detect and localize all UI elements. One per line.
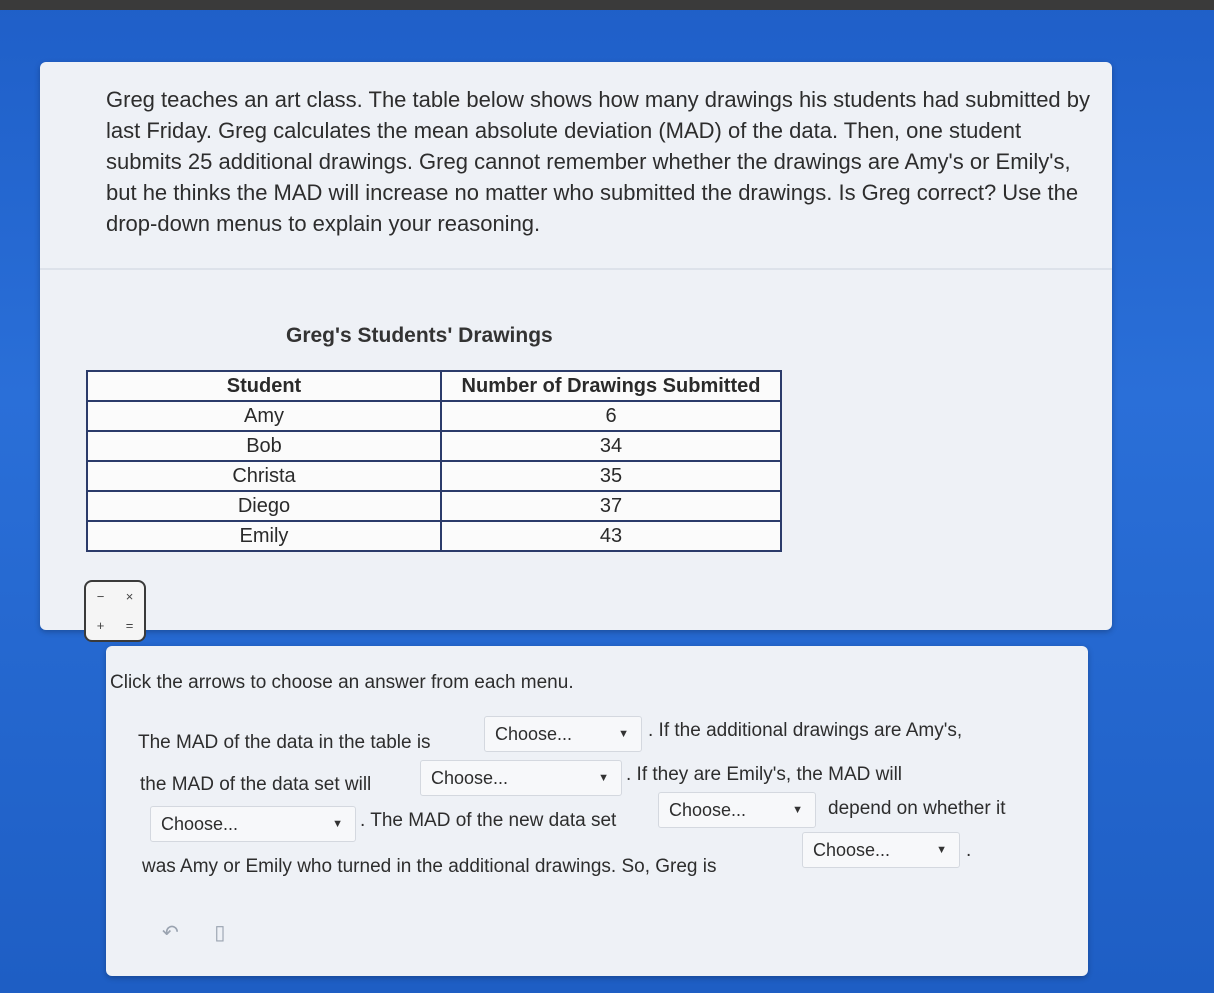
- undo-icon[interactable]: ↶: [162, 922, 179, 944]
- table-title: Greg's Students' Drawings: [286, 324, 553, 347]
- sentence-part: . The MAD of the new data set: [360, 810, 617, 831]
- cell-drawings: 34: [441, 431, 781, 461]
- dropdown-greg-correct[interactable]: [802, 832, 960, 868]
- question-panel: [40, 62, 1112, 633]
- minus-icon: −: [96, 589, 105, 604]
- screen-bezel: [0, 0, 1214, 10]
- table-header-row: [87, 371, 781, 401]
- equals-icon: =: [125, 618, 134, 633]
- dropdown-value: Choose...: [669, 800, 747, 820]
- dropdown-mad-value[interactable]: [484, 716, 642, 752]
- cell-student: Christa: [87, 461, 441, 491]
- cell-student: Amy: [87, 401, 441, 431]
- dropdown-value: Choose...: [431, 768, 509, 788]
- cell-drawings: 35: [441, 461, 781, 491]
- chevron-down-icon: ▼: [598, 772, 609, 784]
- chevron-down-icon: ▼: [936, 844, 947, 856]
- question-text: Greg teaches an art class. The table below shows how many drawings his students had submitted by last Friday. Greg calculates the mean absolute deviation (MAD) of the data. Then, one student submits 25 additional drawings. Greg cannot remember whether the drawings are Amy's or Emily's, but he thinks the MAD will increase no matter who submitted the drawings. Is Greg correct? Use the drop-down menus to explain your reasoning.: [106, 87, 1091, 236]
- cell-student: Bob: [87, 431, 441, 461]
- cell-student: Emily: [87, 521, 441, 551]
- dropdown-value: Choose...: [495, 724, 573, 744]
- cell-drawings: 37: [441, 491, 781, 521]
- dropdown-emily-effect[interactable]: [150, 806, 356, 842]
- divider: [40, 268, 1112, 270]
- sentence-part: . If they are Emily's, the MAD will: [626, 764, 903, 785]
- sentence-part: The MAD of the data in the table is: [138, 732, 431, 753]
- table-row: [87, 461, 781, 491]
- sentence-part: the MAD of the data set will: [140, 774, 372, 795]
- sentence-part: .: [966, 840, 972, 861]
- table-row: [87, 431, 781, 461]
- sentence-part: was Amy or Emily who turned in the additional drawings. So, Greg is: [142, 856, 717, 877]
- calculator-icon[interactable]: ▯: [214, 922, 226, 944]
- table-row: [87, 401, 781, 431]
- table-row: [87, 491, 781, 521]
- dropdown-value: Choose...: [161, 814, 239, 834]
- dropdown-amy-effect[interactable]: [420, 760, 622, 796]
- dropdown-depend[interactable]: [658, 792, 816, 828]
- plus-icon: +: [96, 618, 105, 633]
- answer-panel: [106, 646, 1088, 976]
- chevron-down-icon: ▼: [792, 804, 803, 816]
- math-tool-button[interactable]: [84, 580, 146, 642]
- cell-drawings: 6: [441, 401, 781, 431]
- column-header-drawings: Number of Drawings Submitted: [441, 371, 781, 401]
- sentence-part: depend on whether it: [828, 798, 1006, 819]
- table-row: [87, 521, 781, 551]
- cell-student: Diego: [87, 491, 441, 521]
- cell-drawings: 43: [441, 521, 781, 551]
- chevron-down-icon: ▼: [332, 818, 343, 830]
- chevron-down-icon: ▼: [618, 728, 629, 740]
- instruction-text: Click the arrows to choose an answer from each menu.: [110, 672, 574, 693]
- sentence-part: . If the additional drawings are Amy's,: [648, 720, 963, 741]
- drawings-table: [86, 370, 782, 552]
- column-header-student: Student: [87, 371, 441, 401]
- times-icon: ×: [125, 589, 134, 604]
- dropdown-value: Choose...: [813, 840, 891, 860]
- footer-tools: [162, 920, 255, 945]
